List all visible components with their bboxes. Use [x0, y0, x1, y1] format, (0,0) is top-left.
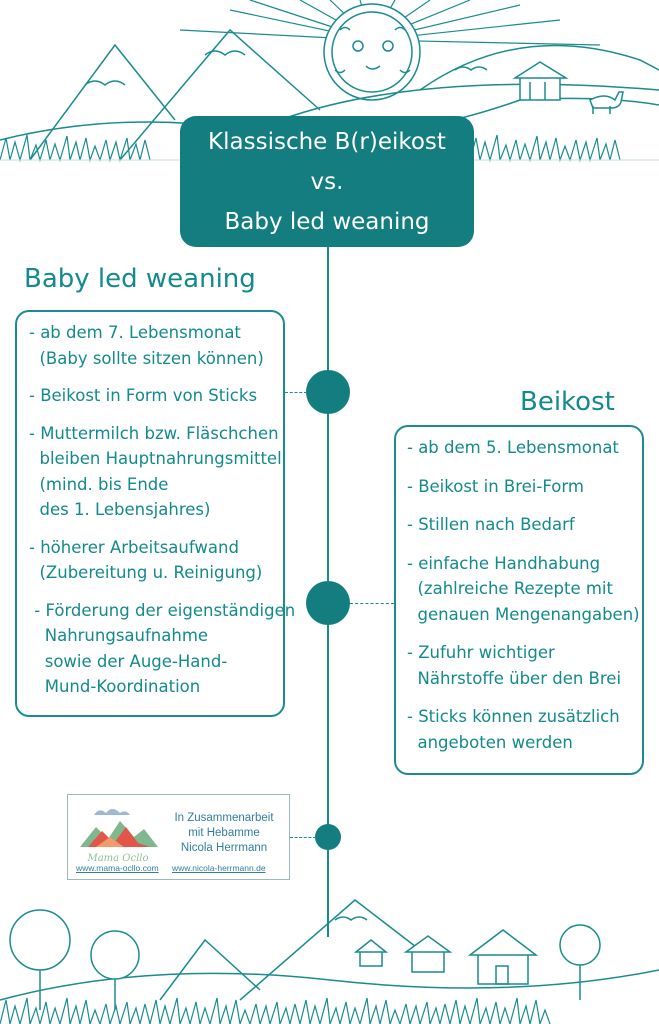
beikost-item: - Zufuhr wichtiger Nährstoffe über den Brei: [407, 643, 622, 688]
partner-text: [164, 811, 284, 856]
bottom-landscape-illustration: [0, 880, 659, 1024]
logo-text: Mama Ocllo: [87, 853, 149, 864]
blw-item: - Förderung der eigenständigen Nahrungsaufnahme sowie der Auge-Hand- Mund-Koordination: [34, 600, 296, 696]
beikost-card: [394, 425, 644, 775]
mountain-icon: [160, 940, 260, 1000]
partner-line-1: In Zusammenarbeit: [174, 812, 274, 824]
sun-face-icon: [324, 4, 420, 100]
llama-icon: [590, 92, 623, 114]
tree-icon: [91, 931, 139, 1010]
dashed-connector: [350, 603, 394, 604]
title-line-1: Klassische B(r)eikost: [208, 128, 446, 155]
partner-box: [67, 794, 290, 880]
partner-line-2: mit Hebamme: [188, 827, 260, 839]
beikost-item: - Beikost in Brei-Form: [407, 476, 584, 496]
mama-ocllo-logo: [74, 799, 162, 865]
blw-item: - höherer Arbeitsaufwand (Zubereitung u. Reinigung): [29, 537, 263, 582]
timeline-dot: [306, 581, 350, 625]
hut-icon: [356, 940, 386, 966]
beikost-item: - Stillen nach Bedarf: [407, 515, 575, 534]
tree-icon: [560, 925, 600, 1000]
blw-item: - Muttermilch bzw. Fläschchen bleiben Hauptnahrungsmittel (mind. bis Ende des 1. Lebensjahres): [29, 423, 282, 519]
hut-icon: [470, 930, 536, 984]
beikost-item: - ab dem 5. Lebensmonat: [407, 438, 619, 457]
nicola-herrmann-link[interactable]: www.nicola-herrmann.de: [172, 863, 266, 873]
partner-line-3: Nicola Herrmann: [180, 842, 268, 854]
mountain-left-icon: [30, 45, 175, 160]
blw-list: [29, 320, 296, 700]
timeline-dot: [315, 824, 341, 850]
dashed-connector: [285, 392, 307, 393]
title-box: [180, 116, 474, 247]
blw-item: - Beikost in Form von Sticks: [29, 386, 258, 405]
dashed-connector: [290, 837, 316, 838]
blw-item: - ab dem 7. Lebensmonat (Baby sollte sitzen können): [29, 323, 264, 368]
title-line-3: Baby led weaning: [224, 208, 430, 235]
blw-card: [15, 310, 296, 717]
mama-ocllo-link[interactable]: www.mama-ocllo.com: [76, 863, 159, 873]
timeline-dot: [306, 370, 350, 414]
beikost-item: - Sticks können zusätzlich angeboten werden: [407, 707, 620, 752]
grass-icon: [0, 998, 550, 1024]
blw-heading: Baby led weaning: [24, 264, 256, 294]
beikost-item: - einfache Handhabung (zahlreiche Rezepte mit genauen Mengenangaben): [407, 553, 640, 624]
hut-icon: [515, 62, 566, 100]
hut-icon: [406, 936, 450, 972]
beikost-list: [407, 435, 642, 755]
beikost-heading: Beikost: [520, 387, 615, 417]
title-line-2: vs.: [310, 168, 344, 195]
